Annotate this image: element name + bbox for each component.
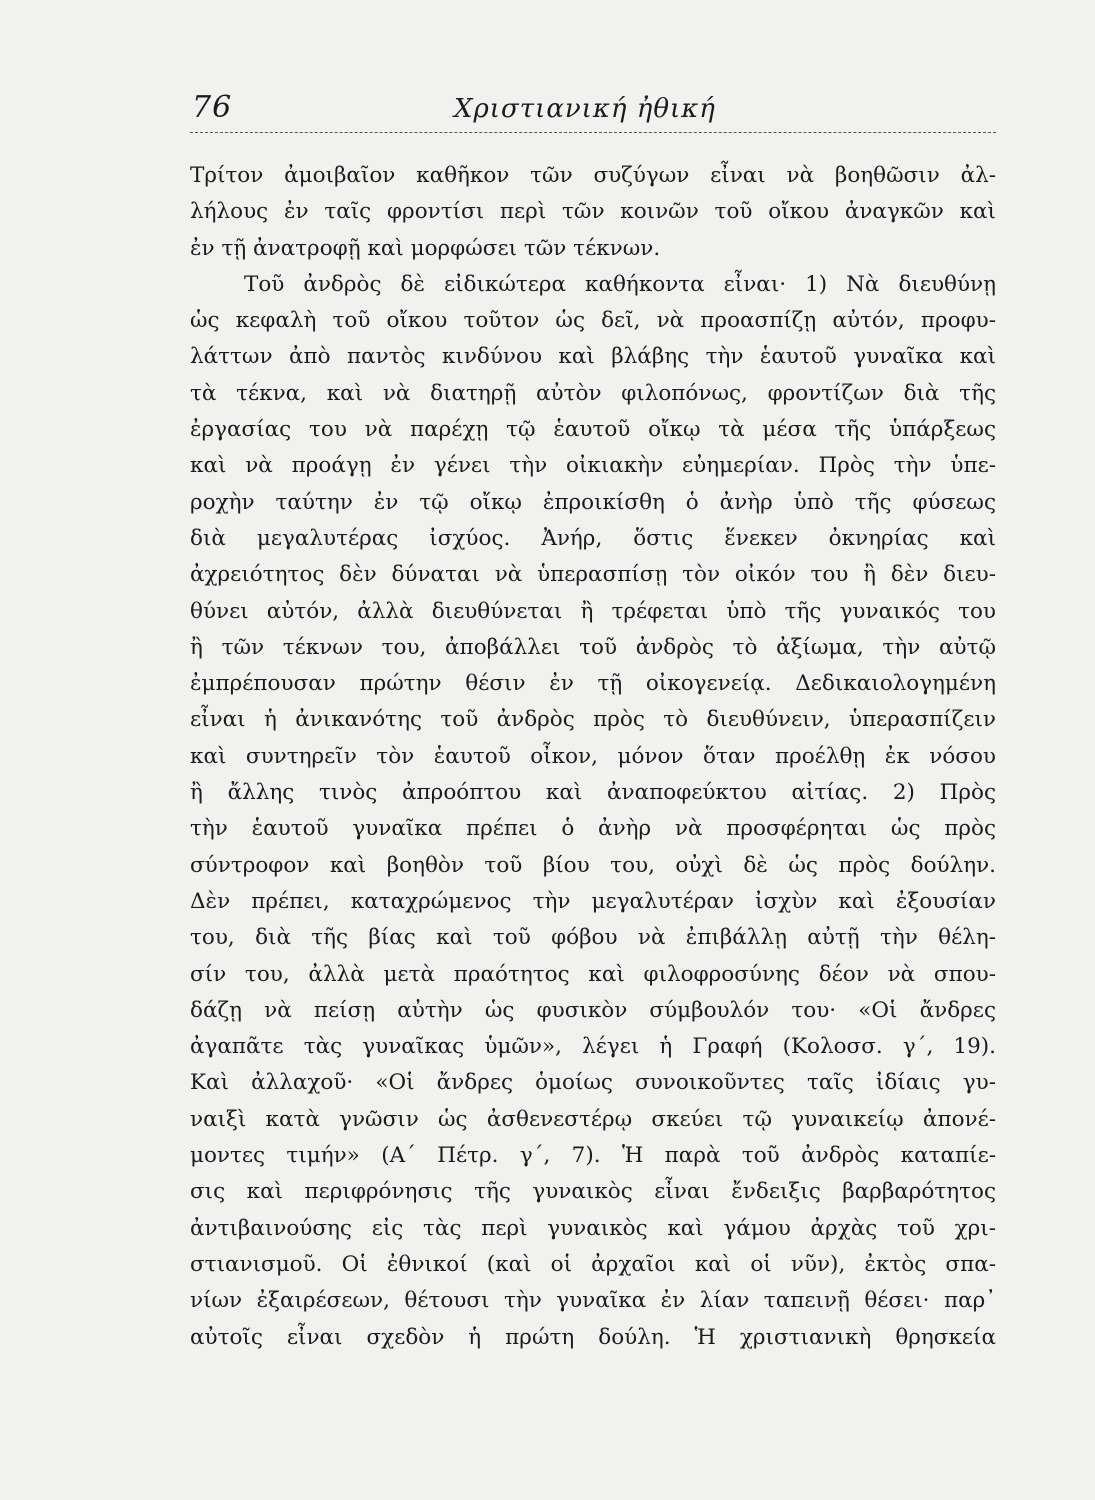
page-header xyxy=(190,88,996,133)
text-line: του, διὰ τῆς βίας καὶ τοῦ φόβου νὰ ἐπιβάλλῃ αὐτῇ τὴν θέλη- xyxy=(190,925,996,951)
text-line: σύντροφον καὶ βοηθὸν τοῦ βίου του, οὐχὶ δὲ ὡς πρὸς δούλην. xyxy=(190,852,996,878)
text-line: σίν του, ἀλλὰ μετὰ πραότητος καὶ φιλοφροσύνης δέον νὰ σπου- xyxy=(190,961,996,987)
text-line: τὴν ἑαυτοῦ γυναῖκα πρέπει ὁ ἀνὴρ νὰ προσφέρηται ὡς πρὸς xyxy=(190,816,996,842)
text-line: Δὲν πρέπει, καταχρώμενος τὴν μεγαλυτέραν ἰσχὺν καὶ ἐξουσίαν xyxy=(190,888,996,914)
text-line: μοντες τιμήν» (Α΄ Πέτρ. γ΄, 7). Ἡ παρὰ τοῦ ἀνδρὸς καταπίε- xyxy=(190,1143,996,1169)
text-line: ἢ ἄλλης τινὸς ἀπροόπτου καὶ ἀναποφεύκτου αἰτίας. 2) Πρὸς xyxy=(190,780,996,806)
text-line: ὡς κεφαλὴ τοῦ οἴκου τοῦτον ὡς δεῖ, νὰ προασπίζῃ αὐτόν, προφυ- xyxy=(190,308,996,334)
text-line: ἢ τῶν τέκνων του, ἀποβάλλει τοῦ ἀνδρὸς τὸ ἀξίωμα, τὴν αὐτῷ xyxy=(190,634,996,660)
text-line: ἐμπρέπουσαν πρώτην θέσιν ἐν τῇ οἰκογενείᾳ. Δεδικαιολογημένη xyxy=(190,671,996,697)
text-line: διὰ μεγαλυτέρας ἰσχύος. Ἀνήρ, ὅστις ἕνεκεν ὀκνηρίας καὶ xyxy=(190,525,996,551)
text-line: λάττων ἀπὸ παντὸς κινδύνου καὶ βλάβης τὴν ἑαυτοῦ γυναῖκα καὶ xyxy=(190,344,996,370)
text-line: Τοῦ ἀνδρὸς δὲ εἰδικώτερα καθήκοντα εἶναι· 1) Νὰ διευθύνῃ xyxy=(244,271,996,297)
text-line: ροχὴν ταύτην ἐν τῷ οἴκῳ ἐπροικίσθη ὁ ἀνὴρ ὑπὸ τῆς φύσεως xyxy=(190,489,996,515)
text-line: καὶ νὰ προάγῃ ἐν γένει τὴν οἰκιακὴν εὐημερίαν. Πρὸς τὴν ὑπε- xyxy=(190,453,996,479)
text-line: Καὶ ἀλλαχοῦ· «Οἱ ἄνδρες ὁμοίως συνοικοῦντες ταῖς ἰδίαις γυ- xyxy=(190,1070,996,1096)
text-line: σις καὶ περιφρόνησις τῆς γυναικὸς εἶναι ἔνδειξις βαρβαρότητος xyxy=(190,1179,996,1205)
text-line: εἶναι ἡ ἀνικανότης τοῦ ἀνδρὸς πρὸς τὸ διευθύνειν, ὑπερασπίζειν xyxy=(190,707,996,733)
text-line: λήλους ἐν ταῖς φροντίσι περὶ τῶν κοινῶν τοῦ οἴκου ἀναγκῶν καὶ xyxy=(190,199,996,225)
text-line: νίων ἐξαιρέσεων, θέτουσι τὴν γυναῖκα ἐν λίαν ταπεινῇ θέσει· παρ᾽ xyxy=(190,1288,996,1314)
text-line: δάζῃ νὰ πείσῃ αὐτὴν ὡς φυσικὸν σύμβουλόν του· «Οἱ ἄνδρες xyxy=(190,997,996,1023)
text-line: ἐργασίας του νὰ παρέχῃ τῷ ἑαυτοῦ οἴκῳ τὰ μέσα τῆς ὑπάρξεως xyxy=(190,417,996,443)
page-number: 76 xyxy=(192,90,233,125)
text-line: καὶ συντηρεῖν τὸν ἑαυτοῦ οἶκον, μόνον ὅταν προέλθῃ ἐκ νόσου xyxy=(190,743,996,769)
text-line: τὰ τέκνα, καὶ νὰ διατηρῇ αὐτὸν φιλοπόνως, φροντίζων διὰ τῆς xyxy=(190,380,996,406)
text-line: ἐν τῇ ἀνατροφῇ καὶ μορφώσει τῶν τέκνων. xyxy=(190,235,661,261)
text-line: Τρίτον ἀμοιβαῖον καθῆκον τῶν συζύγων εἶναι νὰ βοηθῶσιν ἀλ- xyxy=(190,163,996,188)
text-line: ἀντιβαινούσης εἰς τὰς περὶ γυναικὸς καὶ γάμου ἀρχὰς τοῦ χρι- xyxy=(190,1215,996,1241)
text-line: αὐτοῖς εἶναι σχεδὸν ἡ πρώτη δούλη. Ἡ χριστιανικὴ θρησκεία xyxy=(190,1324,996,1350)
text-line: θύνει αὐτόν, ἀλλὰ διευθύνεται ἢ τρέφεται ὑπὸ τῆς γυναικός του xyxy=(190,598,996,624)
running-title: Χριστιανική ἠθική xyxy=(454,94,716,124)
text-line: ἀγαπᾶτε τὰς γυναῖκας ὑμῶν», λέγει ἡ Γραφή (Κολοσσ. γ΄, 19). xyxy=(190,1034,996,1060)
text-line: ναιξὶ κατὰ γνῶσιν ὡς ἀσθενεστέρῳ σκεύει τῷ γυναικείῳ ἀπονέ- xyxy=(190,1106,996,1132)
text-line: στιανισμοῦ. Οἱ ἐθνικοί (καὶ οἱ ἀρχαῖοι καὶ οἱ νῦν), ἐκτὸς σπα- xyxy=(190,1251,996,1277)
body-text xyxy=(190,158,996,1356)
text-line: ἀχρειότητος δὲν δύναται νὰ ὑπερασπίσῃ τὸν οἰκόν του ἢ δὲν διευ- xyxy=(190,562,996,588)
